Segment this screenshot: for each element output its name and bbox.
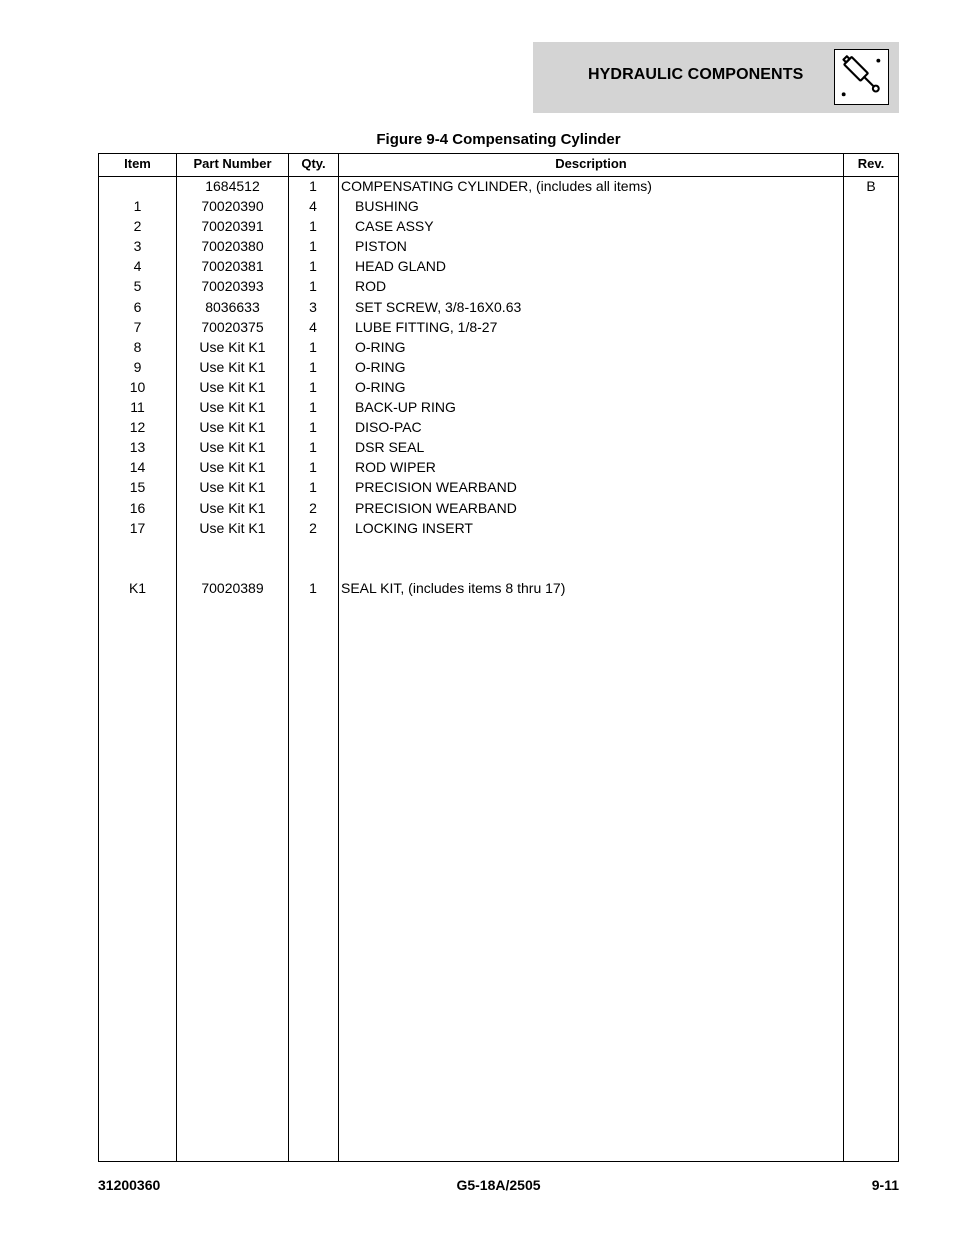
description-cell: LOCKING INSERT <box>355 519 473 536</box>
footer-page-number: 9-11 <box>871 1177 899 1193</box>
item-cell: 9 <box>133 358 142 375</box>
table-row <box>99 276 898 296</box>
qty-cell: 1 <box>309 579 317 596</box>
part-number-cell: 70020393 <box>201 278 264 295</box>
table-row <box>99 236 898 256</box>
column-header-qty: Qty. <box>301 156 326 171</box>
description-cell: ROD <box>355 278 387 295</box>
rev-cell <box>844 518 898 538</box>
blank-row <box>99 538 898 578</box>
description-cell: ROD WIPER <box>355 459 436 476</box>
qty-cell: 1 <box>309 258 317 275</box>
part-number-cell: 1684512 <box>205 178 260 194</box>
footer-model: G5-18A/2505 <box>456 1177 541 1193</box>
part-number-cell: Use Kit K1 <box>199 378 266 395</box>
table-body <box>99 176 898 598</box>
item-cell: 14 <box>129 459 146 476</box>
table-row <box>99 337 898 357</box>
item-cell: 5 <box>133 278 142 295</box>
section-header-band <box>533 42 899 113</box>
table-row <box>99 518 898 538</box>
table-row <box>99 357 898 377</box>
item-cell: 13 <box>129 439 146 456</box>
qty-cell: 1 <box>309 439 317 456</box>
rev-cell <box>844 437 898 457</box>
item-cell: 6 <box>133 298 142 315</box>
item-cell: 15 <box>129 479 146 496</box>
table-row <box>99 196 898 216</box>
table-row <box>99 457 898 477</box>
qty-cell: 4 <box>309 198 317 215</box>
rev-cell <box>844 256 898 276</box>
qty-cell: 1 <box>309 419 317 436</box>
part-number-cell: Use Kit K1 <box>199 399 266 416</box>
qty-cell: 2 <box>309 519 317 536</box>
part-number-cell: Use Kit K1 <box>199 499 266 516</box>
description-cell: O-RING <box>355 378 406 395</box>
description-cell: BUSHING <box>355 198 419 215</box>
description-cell: PRECISION WEARBAND <box>355 479 517 496</box>
part-number-cell: Use Kit K1 <box>199 459 266 476</box>
description-cell: DSR SEAL <box>355 439 425 456</box>
part-number-cell: Use Kit K1 <box>199 358 266 375</box>
item-cell: 10 <box>129 378 146 395</box>
description-cell: PISTON <box>355 238 407 255</box>
description-cell: CASE ASSY <box>355 218 434 235</box>
rev-cell <box>844 337 898 357</box>
qty-cell: 1 <box>309 218 317 235</box>
part-number-cell: Use Kit K1 <box>199 519 266 536</box>
footer-doc-number: 31200360 <box>98 1177 161 1193</box>
qty-cell: 1 <box>309 399 317 416</box>
item-cell: 12 <box>129 419 146 436</box>
item-cell: 8 <box>133 338 142 355</box>
qty-cell: 1 <box>309 238 317 255</box>
table-row <box>99 498 898 518</box>
parts-table <box>98 153 899 1162</box>
item-cell: 16 <box>129 499 146 516</box>
rev-cell <box>844 317 898 337</box>
rev-cell <box>844 297 898 317</box>
table-row <box>99 297 898 317</box>
rev-cell <box>844 236 898 256</box>
column-header-rev: Rev. <box>857 156 885 171</box>
qty-cell: 1 <box>309 479 317 496</box>
table-row <box>99 578 898 598</box>
part-number-cell: Use Kit K1 <box>199 479 266 496</box>
item-cell: 11 <box>130 399 145 416</box>
part-number-cell: 70020390 <box>201 198 264 215</box>
description-cell: DISO-PAC <box>355 419 422 436</box>
rev-cell <box>844 477 898 497</box>
description-cell: COMPENSATING CYLINDER, (includes all items) <box>341 178 652 194</box>
description-cell: SET SCREW, 3/8-16X0.63 <box>355 298 522 315</box>
item-cell: K1 <box>128 579 147 596</box>
table-row <box>99 417 898 437</box>
description-cell: BACK-UP RING <box>355 399 456 416</box>
part-number-cell: 70020375 <box>201 318 264 335</box>
table-row <box>99 256 898 276</box>
table-row <box>99 397 898 417</box>
rev-cell <box>844 276 898 296</box>
part-number-cell: 70020380 <box>201 238 264 255</box>
table-row <box>99 377 898 397</box>
table-row <box>99 437 898 457</box>
qty-cell: 1 <box>309 178 317 194</box>
qty-cell: 1 <box>309 459 317 476</box>
qty-cell: 4 <box>309 318 317 335</box>
part-number-cell: 70020381 <box>201 258 264 275</box>
item-cell: 4 <box>133 258 142 275</box>
column-header-part-number: Part Number <box>193 156 272 171</box>
column-header-item: Item <box>124 156 151 171</box>
description-cell: O-RING <box>355 338 406 355</box>
figure-title: Figure 9-4 Compensating Cylinder <box>376 131 621 148</box>
rev-cell <box>844 377 898 397</box>
hydraulic-cylinder-icon <box>834 49 889 105</box>
qty-cell: 1 <box>309 278 317 295</box>
rev-cell <box>844 578 898 598</box>
part-number-cell: Use Kit K1 <box>199 419 266 436</box>
rev-cell <box>844 397 898 417</box>
column-header-description: Description <box>555 156 627 171</box>
table-row <box>99 477 898 497</box>
description-cell: HEAD GLAND <box>355 258 447 275</box>
table-row <box>99 216 898 236</box>
section-title: HYDRAULIC COMPONENTS <box>588 66 804 83</box>
rev-cell <box>844 357 898 377</box>
qty-cell: 2 <box>309 499 317 516</box>
qty-cell: 1 <box>309 338 317 355</box>
rev-cell <box>844 216 898 236</box>
qty-cell: 1 <box>309 358 317 375</box>
rev-cell <box>844 498 898 518</box>
item-cell <box>99 176 176 196</box>
item-cell: 1 <box>133 198 142 215</box>
part-number-cell: 70020389 <box>201 579 264 596</box>
description-cell: O-RING <box>355 358 406 375</box>
qty-cell: 3 <box>309 298 317 315</box>
item-cell: 17 <box>129 519 146 536</box>
qty-cell: 1 <box>309 378 317 395</box>
description-cell: PRECISION WEARBAND <box>355 499 517 516</box>
part-number-cell: Use Kit K1 <box>199 338 266 355</box>
item-cell: 7 <box>133 318 142 335</box>
part-number-cell: 70020391 <box>201 218 264 235</box>
description-cell: LUBE FITTING, 1/8-27 <box>355 318 498 335</box>
item-cell: 2 <box>133 218 142 235</box>
description-cell: SEAL KIT, (includes items 8 thru 17) <box>341 579 566 596</box>
part-number-cell: Use Kit K1 <box>199 439 266 456</box>
table-row <box>99 176 898 196</box>
rev-cell <box>844 417 898 437</box>
part-number-cell: 8036633 <box>205 298 260 315</box>
rev-cell: B <box>866 178 876 194</box>
table-row <box>99 317 898 337</box>
rev-cell <box>844 457 898 477</box>
item-cell: 3 <box>133 238 142 255</box>
rev-cell <box>844 196 898 216</box>
